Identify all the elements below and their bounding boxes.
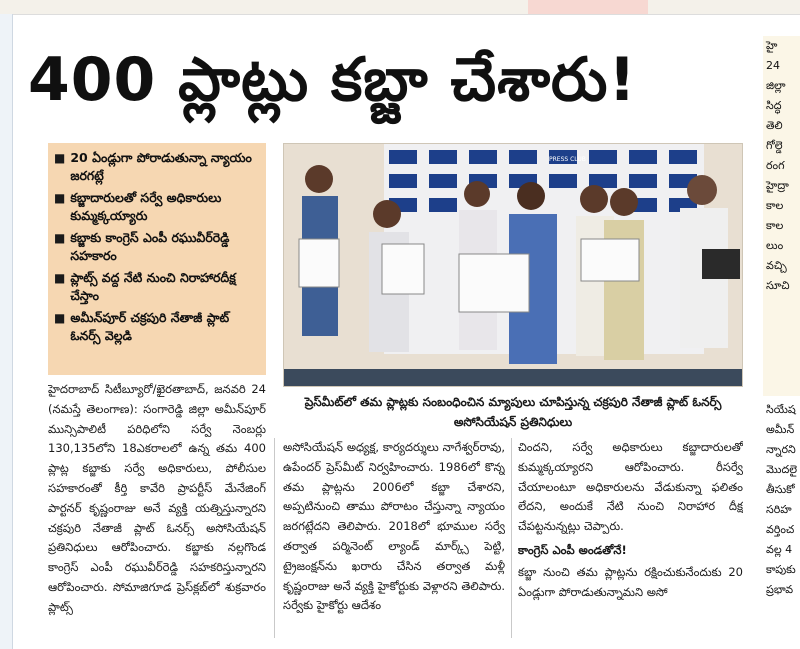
column-divider xyxy=(274,438,275,638)
bullet-icon: ■ xyxy=(54,191,66,205)
highlight-item: ■ 20 ఏండ్లుగా పోరాడుతున్నా న్యాయం జరగట్లే xyxy=(54,150,252,183)
article-column-1: హైదరాబాద్ సిటీబ్యూరో/ఖైరతాబాద్, జనవరి 24 (నమస్తే తెలంగాణ): సంగారెడ్డి జిల్లా అమీన్‌పూర్ మున్సిపాలిటీ పరిధిలోని సర్వే నెంబర్లు 130,135లోని 18ఎకరాలలో ఉన్న తమ 400 ప్లాట్ల కబ్జాకు సర్వే అధికారులు, పోలీసుల సహకారంతో కీర్తి కావేరి ప్రాపర్టీస్ మేనేజింగ్ పార్టనర్ కృష్ణంరాజు అనే వ్యక్తి యత్నిస్తున్నారని చక్రపురి నేతాజీ ప్లాట్ ఓనర్స్ అసోసియేషన్ ప్రతినిధులు ఆరోపించారు. కబ్జాకు నల్లగొండ కాంగ్రెస్ ఎంపీ రఘువీర్‌రెడ్డి సహకరిస్తున్నారని ఆరోపించారు. సోమాజిగూడ ప్రెస్‌క్లబ్‌లో శుక్రవారం ప్లాట్స్ xyxy=(48,382,266,614)
column-divider xyxy=(511,438,512,638)
article-paragraph: చిందని, సర్వే అధికారులు కబ్జాదారులతో కుమ్మక్కయ్యారని ఆరోపించారు. రీసర్వే చేయాలంటూ అధికారులను వేడుకున్నా ఫలితం లేదని, అందుకే నేటి నుంచి నిరాహార దీక్ష చేపట్టనున్నట్లు చెప్పారు. xyxy=(518,440,743,534)
bullet-icon: ■ xyxy=(54,311,66,325)
article-subhead: కాంగ్రెస్ ఎంపీ అండతోనే! xyxy=(518,542,627,557)
top-strip xyxy=(0,0,800,15)
headline: 400 ప్లాట్లు కబ్జా చేశారు! xyxy=(28,45,637,115)
adjacent-article-bottom: సియేష అమీన్ న్నారని మొదలై తీసుకో సరిహ వర్తించ వల్ల 4 కాపుకు ప్రభావ xyxy=(763,400,800,649)
bullet-icon: ■ xyxy=(54,151,66,165)
article-paragraph: కబ్జా నుంచి తమ ప్లాట్లను రక్షించుకునేందుకు 20 ఏండ్లుగా పోరాడుతున్నామని అసో xyxy=(518,564,743,599)
article-column-2: అసోసియేషన్ అధ్యక్ష, కార్యదర్శులు నాగేశ్వర్‌రావు, ఉపేందర్ ప్రెస్‌మీట్ నిర్వహించారు. 1986లో కొన్న తమ ప్లాట్లను 2006లో కబ్జా చేశారని, అప్పటినుంచి తాము పోరాటం చేస్తున్నా న్యాయం జరగట్లేదని తెలిపారు. 2018లో భూముల సర్వే తర్వాత పర్మినెంట్ ల్యాండ్ మార్క్స్ పెట్టి, ట్రైజంక్షన్‌ను ఖరారు చేసిన తర్వాత మళ్లీ కృష్ణంరాజు అనే వ్యక్తి హైకోర్టుకు వెళ్లారని తెలిపారు. సర్వేకు హైకోర్టు ఆదేశం xyxy=(283,440,505,613)
bullet-icon: ■ xyxy=(54,231,66,245)
top-strip-accent xyxy=(528,0,648,14)
press-meet-photo xyxy=(283,143,743,387)
highlights-box xyxy=(48,143,266,375)
photo-illustration xyxy=(284,144,743,387)
highlight-item: ■ అమీన్‌పూర్ చక్రపురి నేతాజీ ప్లాట్ ఓనర్స్ వెల్లడి xyxy=(54,310,230,343)
photo-caption: ప్రెస్‌మీట్‌లో తమ ప్లాట్లకు సంబంధించిన మ్యాపులు చూపిస్తున్న చక్రపురి నేతాజీ ప్లాట్ ఓనర్స్ అసోసియేషన్ ప్రతినిధులు xyxy=(304,395,722,429)
bullet-icon: ■ xyxy=(54,271,66,285)
highlight-item: ■ కబ్జాకు కాంగ్రెస్ ఎంపీ రఘువీర్‌రెడ్డి సహకారం xyxy=(54,230,230,263)
adjacent-article-top: హై 24 జిల్లా సిద్ధ తెలి గోల్డె రంగ హైద్రా కాల కాల లుం వచ్చి సూచి xyxy=(763,36,800,396)
banner-text: PRESS CLUB xyxy=(549,156,586,163)
highlight-item: ■ కబ్జాదారులతో సర్వే అధికారులు కుమ్మక్కయ్యారు xyxy=(54,190,222,223)
left-margin xyxy=(0,14,13,649)
article-column-3 xyxy=(518,438,743,646)
highlight-item: ■ ప్లాట్స్ వద్ద నేటి నుంచి నిరాహారదీక్ష చేస్తాం xyxy=(54,270,236,303)
